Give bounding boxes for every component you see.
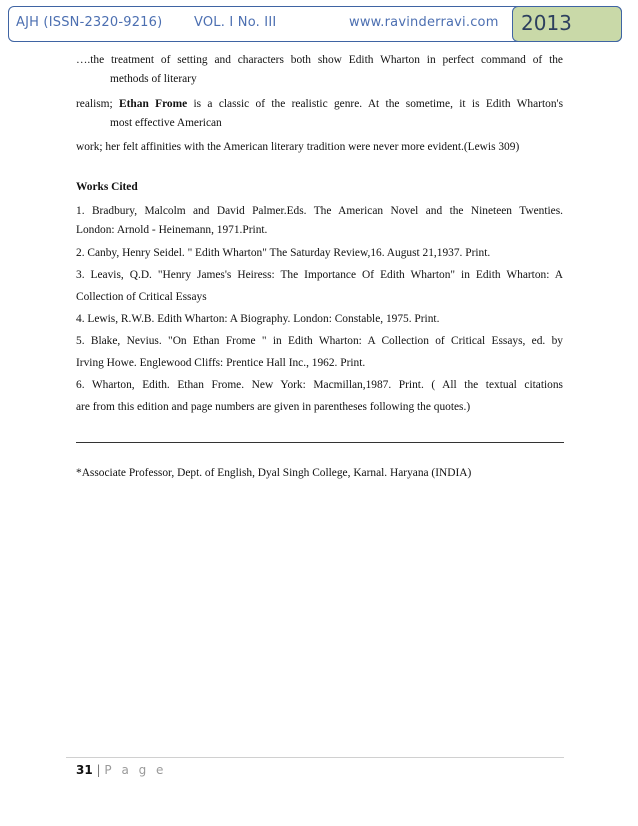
page-label: P a g e bbox=[104, 763, 167, 777]
quote-line-1: ….the treatment of setting and characters both show Edith Wharton in perfect command of the bbox=[76, 54, 563, 66]
quote-line-1-cont: methods of literary bbox=[110, 73, 197, 85]
quote-line-2 bbox=[76, 97, 563, 112]
website-text: www.ravinderravi.com bbox=[349, 15, 499, 30]
citation-line: 1. Bradbury, Malcolm and David Palmer.Eds. The American Novel and the Nineteen Twenties. bbox=[76, 205, 563, 217]
quote-title-bold: Ethan Frome bbox=[119, 98, 188, 110]
citation-line: are from this edition and page numbers are given in parentheses following the quotes.) bbox=[76, 401, 471, 413]
citation-line: 2. Canby, Henry Seidel. " Edith Wharton" The Saturday Review,16. August 21,1937. Print. bbox=[76, 247, 491, 259]
citation-line: 3. Leavis, Q.D. "Henry James's Heiress: The Importance Of Edith Wharton" in Edith Wharton: A bbox=[76, 269, 563, 281]
page-footer bbox=[76, 763, 166, 777]
running-header bbox=[8, 6, 622, 42]
page-separator: | bbox=[96, 763, 101, 777]
citation-line: 4. Lewis, R.W.B. Edith Wharton: A Biography. London: Constable, 1975. Print. bbox=[76, 313, 440, 325]
footer-divider bbox=[66, 757, 564, 758]
year-text: 2013 bbox=[521, 11, 572, 35]
quote-line-2-pre: realism; bbox=[76, 98, 120, 110]
volume-info: VOL. I No. III bbox=[194, 15, 277, 30]
citation-line: 6. Wharton, Edith. Ethan Frome. New York: Macmillan,1987. Print. ( All the textual citations bbox=[76, 379, 563, 391]
footnote-separator bbox=[76, 442, 564, 443]
footnote: *Associate Professor, Dept. of English, Dyal Singh College, Karnal. Haryana (INDIA) bbox=[76, 467, 472, 479]
citation-line: 5. Blake, Nevius. "On Ethan Frome " in Edith Wharton: A Collection of Critical Essays, ed. by bbox=[76, 335, 563, 347]
journal-name: AJH (ISSN-2320-9216) bbox=[16, 15, 163, 30]
works-cited-heading: Works Cited bbox=[76, 181, 138, 193]
citation-line: Irving Howe. Englewood Cliffs: Prentice Hall Inc., 1962. Print. bbox=[76, 357, 366, 369]
quote-line-2-post: is a classic of the realistic genre. At the sometime, it is Edith Wharton's bbox=[187, 98, 563, 110]
quote-line-2-cont: most effective American bbox=[110, 117, 222, 129]
page-number: 31 bbox=[76, 763, 93, 777]
citation-line: London: Arnold - Heinemann, 1971.Print. bbox=[76, 224, 268, 236]
quote-line-3: work; her felt affinities with the American literary tradition were never more evident.(Lewis 309) bbox=[76, 141, 520, 153]
year-badge bbox=[512, 6, 622, 42]
citation-line: Collection of Critical Essays bbox=[76, 291, 207, 303]
